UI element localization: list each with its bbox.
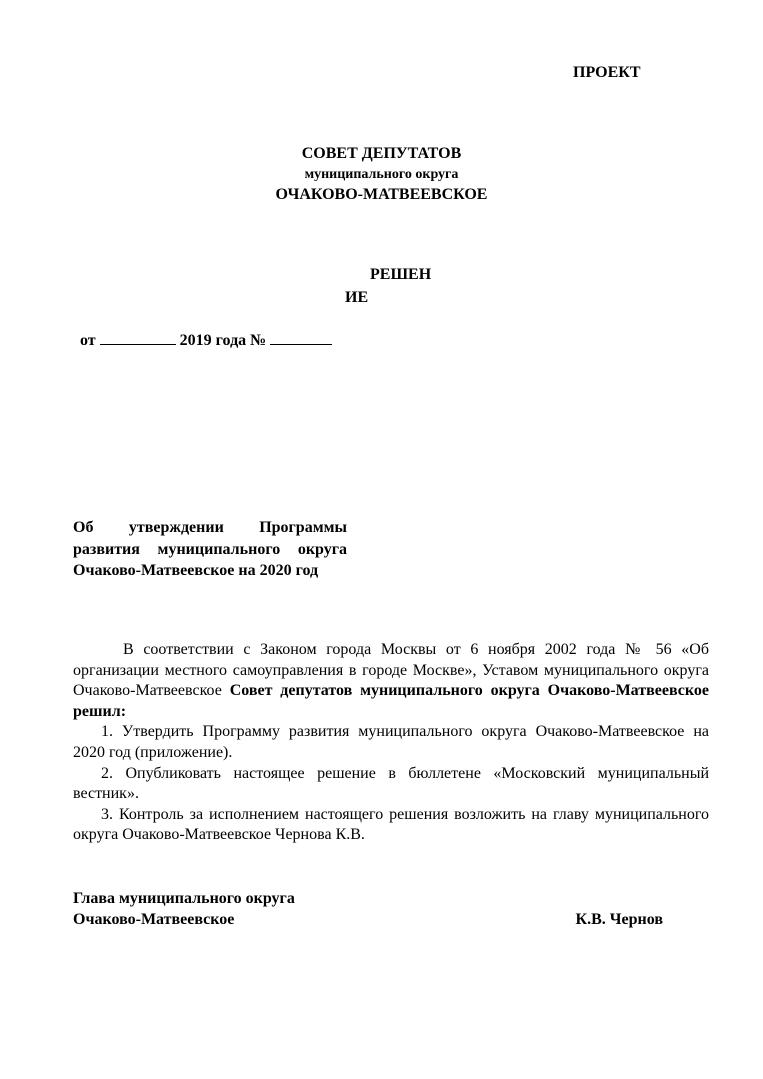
district-name: ОЧАКОВО-МАТВЕЕВСКОЕ [275,186,488,203]
date-blank [100,330,176,345]
number-blank [270,330,332,345]
item-3: 3. Контроль за исполнением настоящего решения возложить на главу муниципального округа Очаково-Матвеевское Чернова К.В. [73,805,709,844]
date-year-text: 2019 года № [179,332,267,349]
signer-position-line1: Глава муниципального округа [73,890,295,907]
draft-label: ПРОЕКТ [573,64,641,81]
item-1: 1. Утвердить Программу развития муниципального округа Очаково-Матвеевское на 2020 год (приложение). [73,723,709,761]
preamble-paragraph [73,640,709,722]
signature-block [73,888,663,930]
decision-heading-part2: ИЕ [345,289,369,306]
preamble-text: В соответствии с Законом города Москвы от 6 ноября 2002 года № 56 «Об организации местного самоуправления в городе Москве», Уставом муниципального округа Очаково-Матвеевское [73,641,709,700]
item-2: 2. Опубликовать настоящее решение в бюллетене «Московский муниципальный вестник». [73,764,709,803]
council-subtitle: муниципального округа [304,167,459,182]
signer-position-line2: Очаково-Матвеевское [73,911,235,928]
signer-name: К.В. Чернов [575,911,663,928]
decision-heading-part1: РЕШЕН [370,266,432,283]
resolution-phrase: Совет депутатов муниципального округа Очаково-Матвеевское решил: [73,682,710,720]
decision-body [73,640,709,846]
date-number-line [80,330,332,350]
decision-subject: Об утверждении Программы развития муниципального округа Очаково-Матвеевское на 2020 год [73,519,347,579]
council-title: СОВЕТ ДЕПУТАТОВ [301,145,462,162]
date-prefix: от [80,332,96,349]
signer-row [73,909,663,930]
